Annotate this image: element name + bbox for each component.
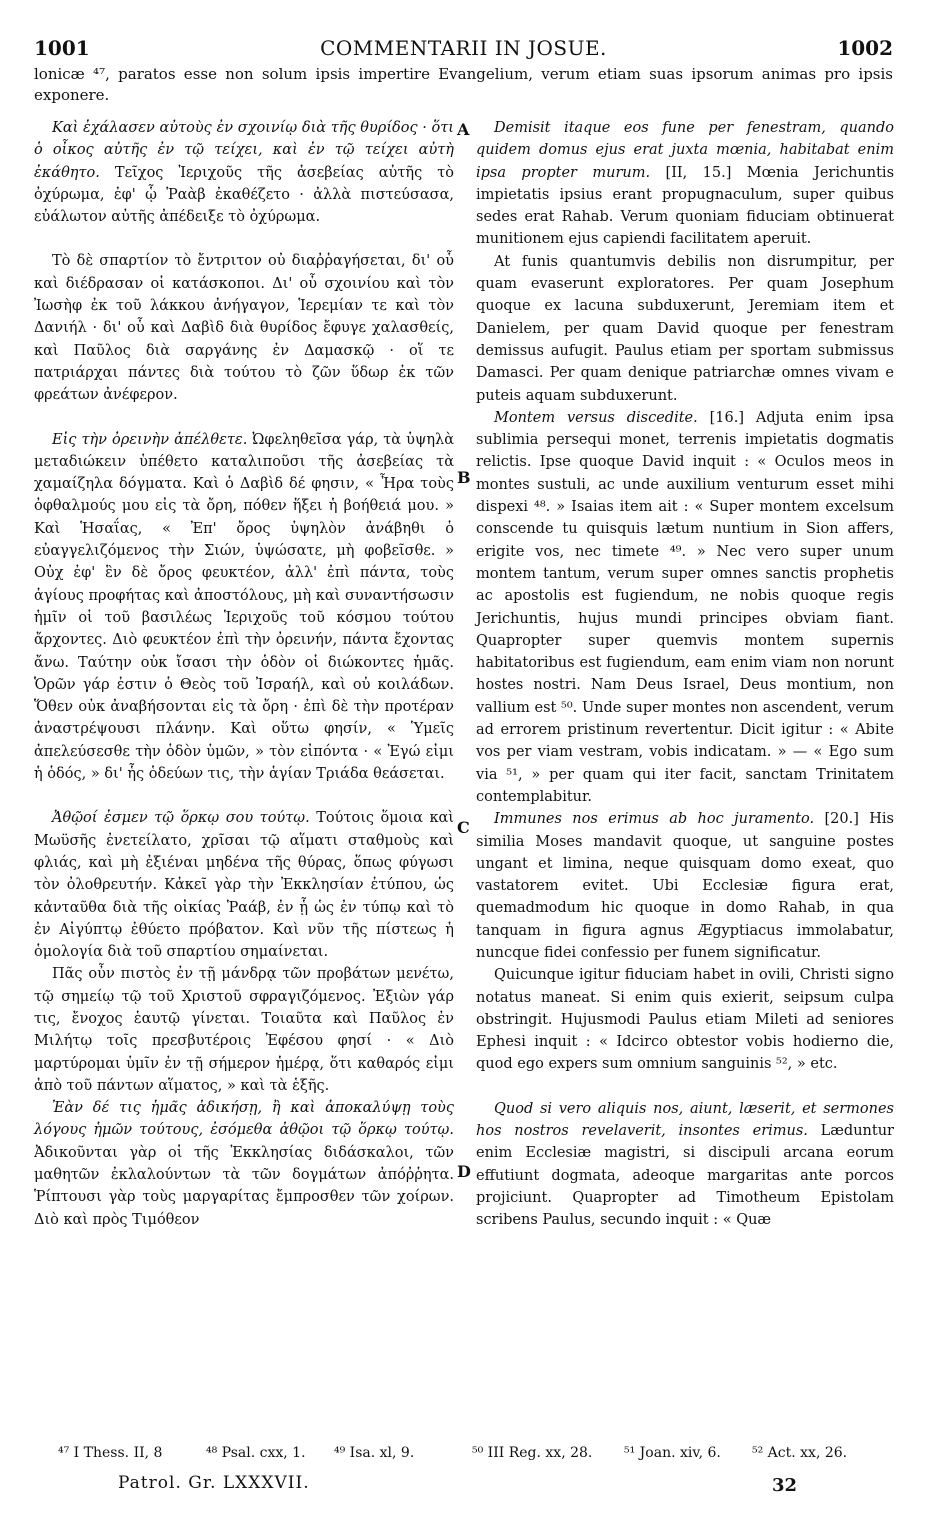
greek-para-2: Τὸ δὲ σπαρτίον τὸ ἔντριτον οὐ διαῤῥαγήσεται, δι' οὗ καὶ διέδρασαν οἱ κατάσκοποι. Δι' οὗ σχοινίου καὶ τὸν Ἰωσὴφ ἐκ τοῦ λάκκου ἀνήγαγον, Ἱερεμίαν τε καὶ τὸν Δανιήλ · δι' οὗ καὶ Δαβὶδ διὰ θυρίδος ἔφυγε χαλασθείς, καὶ Παῦλος διὰ σαργάνης ἐν Δαμασκῷ · οἵ τε πατριάρχαι πάντες διὰ τούτου τὸ ζῶν ὕδωρ ἐκ τῶν φρεάτων ἀνέφερον. (34, 253, 454, 404)
latin-text-1: [II, 15.] Mœnia Jerichuntis impietatis ipsius erant propugnaculum, super quibus sedes erat Rahab. Verum quoniam fiduciam obtinuerat munitionem ejus capiendi facilitatem aperuit. (476, 164, 895, 248)
latin-para-5: Quicunque igitur fiduciam habet in ovili, Christi signo notatus maneat. Si enim quis exierit, seipsum culpa obstringit. Hujusmodi Paulus etiam Mileti ad seniores Ephesi inquit : « Idcirco obtestor vobis hodierno die, quod ego expers sum omnium sanguinis ⁵², » etc. (476, 967, 894, 1073)
latin-column (476, 117, 894, 1232)
greek-text-1: Τεῖχος Ἱεριχοῦς τῆς ἀσεβείας αὐτῆς τὸ ὀχύρωμα, ἐφ' ᾧ Ῥαὰβ ἐκαθέζετο · ἀλλὰ πιστεύσασα, εὐάλωτον αὐτῆς ἀπέδειξε τὸ ὀχύρωμα. (34, 164, 454, 226)
greek-text-3: Ὠφεληθεῖσα γάρ, τὰ ὑψηλὰ μεταδιώκειν ὑπέθετο καταλιποῦσι τῆς ἀσεβείας τὰ χαμαίζηλα δόγματα. Καὶ ὁ Δαβὶδ δέ φησιν, « Ἦρα τοὺς ὀφθαλμούς μου εἰς τὰ ὄρη, πόθεν ἥξει ἡ βοήθειά μου. » Καὶ Ἡσαΐας, « Ἐπ' ὄρος ὑψηλὸν ἀνάβηθι ὁ εὐαγγελιζόμενος τὴν Σιών, ὑψώσατε, μὴ φοβεῖσθε. » Οὐχ ἐφ' ἓν δὲ ὄρος φευκτέον, ἀλλ' ἐπὶ πάντα, τοὺς ἁγίους προφήτας καὶ ἀποστόλους, μὴ καὶ συναντήσωσιν ἡμῖν οἱ τοῦ βασιλέως Ἱεριχοῦς τοῦ κόσμου τούτου ἄρχοντες. Διὸ φευκτέον ἐπὶ τὴν ὀρεινήν, πάντα ἔχοντας ἄνω. Ταύτην οὐκ ἴσασι τὴν ὁδὸν οἱ διώκοντες ἡμᾶς. Ὁρῶν γάρ ἐστιν ὁ Θεὸς τοῦ Ἰσραήλ, καὶ οὐ κοιλάδων. Ὅθεν οὐκ ἀναβήσονται εἰς τὰ ὄρη · ἐπὶ δὲ τὴν προτέραν ἀναστρέψουσι πλάνην. Καὶ οὕτω φησίν, « Ὑμεῖς ἀπελεύσεσθε τὴν ὁδὸν ὑμῶν, » τὸν εἰπόντα · « Ἐγώ εἰμι ἡ ὁδός, » δι' ἧς ὁδεύων τις, τὴν ἁγίαν Τριάδα θεάσεται. (34, 431, 454, 783)
greek-lemma-4: Ἀθῷοί ἐσμεν τῷ ὅρκῳ σου τούτῳ. (52, 810, 310, 827)
latin-lemma-4: Immunes nos erimus ab hoc juramento. (494, 811, 815, 828)
latin-text-4: [20.] His similia Moses mandavit quoque, ut sanguine postes ungant et limina, neque quisquam domo exeat, quo vastatorem evitet. Ubi Ecclesiæ figura erat, quemadmodum hic quoque in domo Rahab, in qua tanquam in figura agnus Ægyptiacus immolabatur, nuncque fidei confessio per funem significatur. (476, 811, 894, 961)
footnote-48: ⁴⁸ Psal. cxx, 1. (206, 1445, 306, 1461)
margin-marker-c: C (457, 818, 470, 837)
greek-para-6 (34, 1097, 454, 1231)
latin-para-1 (476, 117, 894, 251)
greek-para-3 (34, 429, 454, 786)
latin-text-3: [16.] Adjuta enim ipsa sublimia persequi monet, terrenis impietatis dogmatis relictis. Ipse quoque David inquit : « Oculos meos in montes sustuli, ac unde auxilium venturum esset mihi dispexi ⁴⁸. » Isaias item ait : « Super montem excelsum conscende tu quisquis lætum nuntium in Sion affers, erigite vos, nec timete ⁴⁹. » Nec vero super unum montem tantum, verum super omnes sanctis prophetis ac apostolis est fugiendum, ne nobis quoque regis Jerichuntis, hujus mundi principes obviam fiant. Quapropter super quemvis montem supernis habitatoribus est fugiendum, eam enim viam non norunt hostes nostri. Nam Deus Israel, Deus montium, non vallium est ⁵⁰. Unde super montes non ascendent, verum ad errorem pristinum revertentur. Dicit igitur : « Abite vos per viam vestram, vobis indicatam. » — « Ego sum via ⁵¹, » per quam qui iter facit, sanctam Trinitatem contemplabitur. (476, 409, 894, 805)
latin-lemma-6: Quod si vero aliquis nos, aiunt, læserit, et sermones hos nostros revelaverit, insontes erimus. (476, 1100, 894, 1140)
latin-para-4 (476, 808, 894, 964)
greek-para-4 (34, 807, 454, 963)
intro-line: lonicæ ⁴⁷, paratos esse non solum ipsis impertire Evangelium, verum etiam suas ipsorum animas pro ipsis exponere. (34, 65, 893, 104)
latin-para-2: At funis quantumvis debilis non disrumpitur, per quam evaserunt exploratores. Per quam Josephum quoque ex lacuna subduxerunt, Jeremiam item et Danielem, per quam David quoque per fenestram demissus aufugit. Paulus etiam per sportam submissus Damasci. Per quam denique patriarchæ omnes vivam e puteis aquam subduxerunt. (476, 253, 894, 404)
margin-marker-d: D (457, 1162, 471, 1181)
footnote-47: ⁴⁷ I Thess. II, 8 (58, 1445, 163, 1461)
greek-text-4: Τούτοις ὅμοια καὶ Μωϋσῆς ἐνετείλατο, χρῖσαι τῷ αἵματι σταθμοὺς καὶ φλιάς, καὶ μὴ ἐξιέναι μηδένα τῆς θύρας, ὅπως φύγωσι τὸν ὀλοθρευτήν. Κἀκεῖ γὰρ τὴν Ἐκκλησίαν ἐτύπου, ὡς κἀνταῦθα διὰ τῆς οἰκίας Ῥαάβ, ἐν ᾗ ὡς ἐν τύπῳ καὶ τὸ ἐν Αἰγύπτῳ ἐθύετο πρόβατον. Καὶ νῦν τῆς πίστεως ἡ ὁμολογία διὰ τοῦ σπαρτίου σημαίνεται. (34, 810, 454, 961)
right-column-number: 1002 (837, 36, 893, 60)
footnote-50: ⁵⁰ III Reg. xx, 28. (472, 1445, 593, 1461)
greek-lemma-3: Εἰς τὴν ὀρεινὴν ἀπέλθετε. (52, 431, 248, 448)
running-header (34, 36, 893, 62)
latin-lemma-3: Montem versus discedite. (494, 409, 698, 426)
footnote-51: ⁵¹ Joan. xiv, 6. (624, 1445, 721, 1461)
greek-para-1 (34, 117, 454, 228)
greek-lemma-1: Καὶ ἐχάλασεν αὐτοὺς ἐν σχοινίῳ διὰ τῆς θυρίδος · ὅτι ὁ οἶκος αὐτῆς ἐν τῷ τείχει, καὶ ἐν τῷ τείχει αὐτὴ ἐκάθητο. (34, 120, 454, 181)
greek-column (34, 117, 454, 1231)
footnote-49: ⁴⁹ Isa. xl, 9. (334, 1445, 415, 1461)
footnotes (34, 1445, 893, 1475)
margin-marker-b: B (457, 468, 471, 487)
latin-lemma-1: Demisit itaque eos fune per fenestram, quando quidem domus ejus erat juxta mœnia, habitabat enim ipsa propter murum. (476, 120, 894, 181)
margin-marker-a: A (457, 120, 470, 139)
greek-lemma-6: Ἐὰν δέ τις ἡμᾶς ἀδικήσῃ, ἢ καὶ ἀποκαλύψῃ τοὺς λόγους ἡμῶν τούτους, ἐσόμεθα ἀθῷοι τῷ ὅρκῳ τούτῳ. (34, 1100, 454, 1139)
running-title: COMMENTARII IN JOSUE. (320, 36, 607, 60)
greek-para-5: Πᾶς οὖν πιστὸς ἐν τῇ μάνδρᾳ τῶν προβάτων μενέτω, τῷ σημείῳ τῷ τοῦ Χριστοῦ σφραγιζόμενος. Ἐξιὼν γάρ τις, ἔνοχος ἑαυτῷ γίνεται. Τοιαῦτα καὶ Παῦλος ἐν Μιλήτῳ τοῖς πρεσβυτέροις Ἐφέσου φησί · « Διὸ μαρτύρομαι ὑμῖν ἐν τῇ σήμερον ἡμέρᾳ, ὅτι καθαρός εἰμι ἀπὸ τοῦ πάντων αἵματος, » καὶ τὰ ἑξῆς. (34, 966, 454, 1094)
sheet-number: 32 (772, 1475, 798, 1496)
latin-para-6 (476, 1098, 894, 1232)
volume-signature: Patrol. Gr. LXXXVII. (118, 1473, 310, 1493)
greek-text-6: Ἀδικοῦνται γὰρ οἱ τῆς Ἐκκλησίας διδάσκαλοι, τῶν μαθητῶν ἐκλαλούντων τὰ τῶν δογμάτων ἀπόῤῥητα. Ῥίπτουσι γὰρ τοὺς μαργαρίτας ἔμπροσθεν τῶν χοίρων. Διὸ καὶ πρὸς Τιμόθεον (34, 1144, 454, 1228)
footnote-52: ⁵² Act. xx, 26. (752, 1445, 848, 1461)
latin-para-3 (476, 407, 894, 808)
latin-text-6: Læduntur enim Ecclesiæ magistri, si discipuli arcana eorum effutiunt dogmata, adeoque margaritas ante porcos projiciunt. Quapropter ad Timotheum Epistolam scribens Paulus, secundo inquit : « Quæ (476, 1123, 894, 1229)
left-column-number: 1001 (34, 36, 90, 60)
